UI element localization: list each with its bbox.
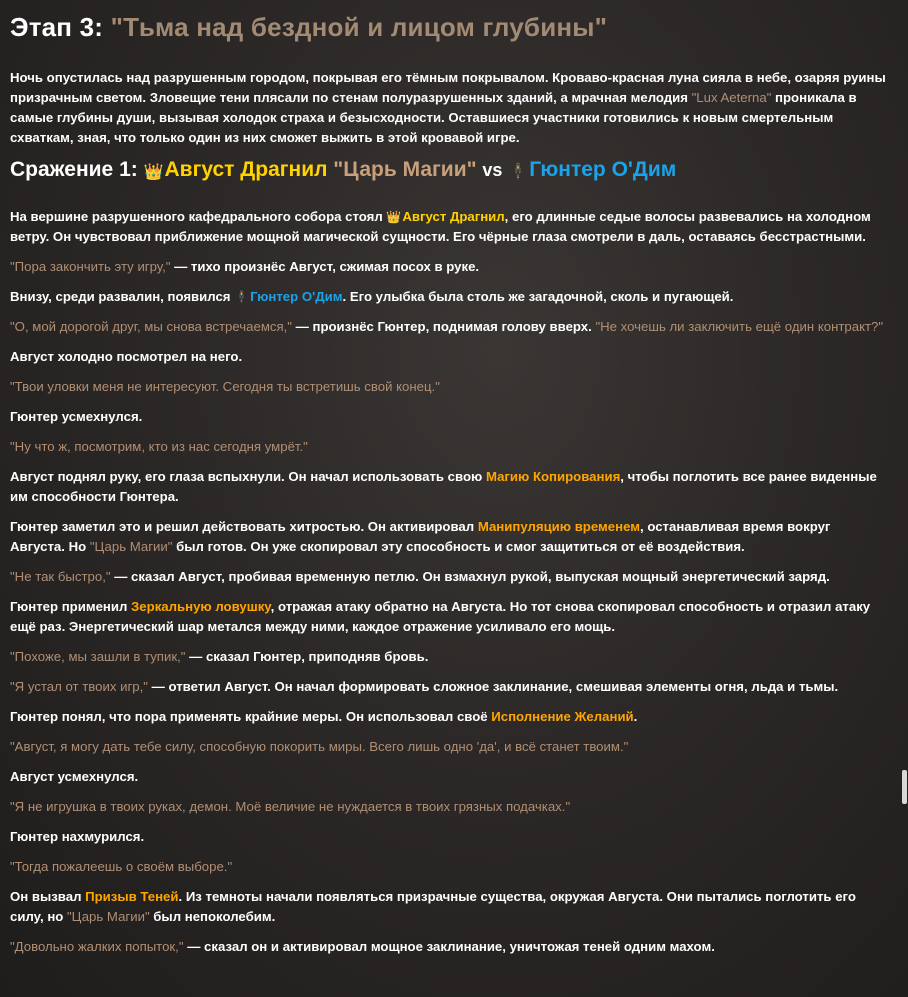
battle-heading bbox=[10, 154, 888, 189]
title-mention: "Царь Магии" bbox=[67, 909, 150, 924]
story-paragraph bbox=[10, 827, 888, 847]
vs-label: vs bbox=[482, 160, 503, 180]
dialogue-quote: "Похоже, мы зашли в тупик," bbox=[10, 649, 186, 664]
dialogue-quote: "О, мой дорогой друг, мы снова встречаемся," bbox=[10, 319, 292, 334]
text: Гюнтер применил bbox=[10, 599, 132, 614]
dialogue-quote: "Пора закончить эту игру," bbox=[10, 259, 171, 274]
story-paragraph bbox=[10, 737, 888, 757]
skill-name: Манипуляцию временем bbox=[477, 519, 640, 534]
text: , его длинные седые волосы развевались на холодном ветру. Он чувствовал приближение мощной магической сущности. Его чёрные глаза смотрели в даль, оставаясь бесстрастными. bbox=[10, 209, 871, 244]
skill-name: Магию Копирования bbox=[485, 469, 621, 484]
dialogue-quote: "Не хочешь ли заключить ещё один контракт?" bbox=[595, 319, 884, 334]
text: , останавливая время вокруг Августа. Но bbox=[10, 519, 831, 554]
story-paragraph bbox=[10, 567, 888, 587]
story-content bbox=[10, 8, 888, 967]
story-paragraph bbox=[10, 677, 888, 697]
story-paragraph bbox=[10, 407, 888, 427]
text: — произнёс Гюнтер, поднимая голову вверх. bbox=[291, 319, 596, 334]
story-paragraph bbox=[10, 937, 888, 957]
text: На вершине разрушенного кафедрального собора стоял bbox=[10, 209, 387, 224]
text: — тихо произнёс Август, сжимая посох в руке. bbox=[170, 259, 480, 274]
story-paragraph bbox=[10, 707, 888, 727]
title-mention: "Царь Магии" bbox=[89, 539, 173, 554]
text: — сказал он и активировал мощное заклинание, уничтожая теней одним махом. bbox=[183, 939, 715, 954]
text: Гюнтер заметил это и решил действовать хитростью. Он активировал bbox=[10, 519, 478, 534]
text: , чтобы поглотить все ранее виденные им способности Гюнтера. bbox=[10, 469, 877, 504]
text: Август поднял руку, его глаза вспыхнули. Он начал использовать свою bbox=[10, 469, 486, 484]
dialogue-quote: "Тогда пожалеешь о своём выборе." bbox=[10, 859, 233, 874]
skill-name: Исполнение Желаний bbox=[491, 709, 634, 724]
dialogue-quote: "Не так быстро," bbox=[10, 569, 111, 584]
story-paragraph bbox=[10, 257, 888, 277]
skill-name: Призыв Теней bbox=[85, 889, 179, 904]
text: Гюнтер нахмурился. bbox=[10, 829, 145, 844]
fighter1-title: "Царь Магии" bbox=[333, 158, 477, 181]
text: Он вызвал bbox=[10, 889, 86, 904]
story-paragraph bbox=[10, 857, 888, 877]
stage-prefix: Этап 3: bbox=[10, 12, 104, 42]
stage-title: "Тьма над бездной и лицом глубины" bbox=[110, 12, 608, 42]
crown-icon: 👑 bbox=[143, 164, 164, 181]
text: Август усмехнулся. bbox=[10, 769, 139, 784]
dialogue-quote: "Я не игрушка в твоих руках, демон. Моё величие не нуждается в твоих грязных подачках." bbox=[10, 799, 571, 814]
skill-name: Зеркальную ловушку bbox=[131, 599, 271, 614]
dialogue-quote: "Довольно жалких попыток," bbox=[10, 939, 184, 954]
story-paragraph bbox=[10, 597, 888, 637]
crown-icon: 👑 bbox=[386, 210, 402, 224]
dialogue-quote: "Август, я могу дать тебе силу, способную покорить миры. Всего лишь одно 'да', и всё станет твоим." bbox=[10, 739, 629, 754]
text: . Из темноты начали появляться призрачные существа, окружая Августа. Они пытались поглотить его силу, но bbox=[10, 889, 856, 924]
dialogue-quote: "Я устал от твоих игр," bbox=[10, 679, 148, 694]
fighter2-name: Гюнтер О'Дим bbox=[529, 158, 677, 181]
story-paragraph bbox=[10, 767, 888, 787]
battle-prefix: Сражение 1: bbox=[10, 158, 138, 181]
story-paragraph bbox=[10, 437, 888, 457]
intro-text-end: проникала в самые глубины души, вызывая холодок страха и безысходности. Оставшиеся участники готовились к новым смертельным схваткам, зная, что только один из них сможет выжить в этой кровавой игре. bbox=[10, 90, 857, 145]
stage-heading bbox=[10, 8, 888, 46]
story-paragraph bbox=[10, 317, 888, 337]
story-paragraph bbox=[10, 647, 888, 667]
story-paragraph bbox=[10, 207, 888, 247]
music-title: "Lux Aeterna" bbox=[691, 90, 772, 105]
intro-text: Ночь опустилась над разрушенным городом, покрывая его тёмным покрывалом. Кроваво-красная луна сияла в небе, озаряя руины призрачным светом. Зловещие тени плясали по стенам полуразрушенных зданий, а мрачная мелодия bbox=[10, 70, 886, 105]
fighter1-mention: Август Драгнил bbox=[402, 209, 505, 224]
intro-paragraph bbox=[10, 68, 888, 148]
text: — ответил Август. Он начал формировать сложное заклинание, смешивая элементы огня, льда и тьмы. bbox=[147, 679, 839, 694]
text: Внизу, среди развалин, появился bbox=[10, 289, 235, 304]
story-paragraph bbox=[10, 467, 888, 507]
story-paragraph bbox=[10, 377, 888, 397]
text: . Его улыбка была столь же загадочной, сколь и пугающей. bbox=[342, 289, 734, 304]
fighter2-mention: Гюнтер О'Дим bbox=[250, 289, 343, 304]
text: был готов. Он уже скопировал эту способность и смог защититься от её воздействия. bbox=[172, 539, 745, 554]
text: — сказал Август, пробивая временную петлю. Он взмахнул рукой, выпуская мощный энергетический заряд. bbox=[110, 569, 830, 584]
man-in-suit-icon: 🕴 bbox=[234, 290, 250, 304]
text: — сказал Гюнтер, приподняв бровь. bbox=[185, 649, 429, 664]
story-paragraph bbox=[10, 517, 888, 557]
text: . bbox=[633, 709, 638, 724]
text: Август холодно посмотрел на него. bbox=[10, 349, 243, 364]
vertical-scrollbar[interactable] bbox=[900, 0, 908, 997]
story-paragraph bbox=[10, 887, 888, 927]
story-paragraph bbox=[10, 287, 888, 307]
fighter1-name: Август Драгнил bbox=[164, 158, 328, 181]
text: Гюнтер понял, что пора применять крайние меры. Он использовал своё bbox=[10, 709, 492, 724]
story-paragraph bbox=[10, 347, 888, 367]
story-paragraph bbox=[10, 797, 888, 817]
scrollbar-thumb[interactable] bbox=[902, 770, 907, 804]
text: Гюнтер усмехнулся. bbox=[10, 409, 143, 424]
text: , отражая атаку обратно на Августа. Но тот снова скопировал способность и отразил атаку ещё раз. Энергетический шар метался между ними, каждое отражение усиливало его мощь. bbox=[10, 599, 871, 634]
text: был непоколебим. bbox=[149, 909, 276, 924]
man-in-suit-icon: 🕴 bbox=[508, 164, 529, 181]
dialogue-quote: "Ну что ж, посмотрим, кто из нас сегодня умрёт." bbox=[10, 439, 308, 454]
dialogue-quote: "Твои уловки меня не интересуют. Сегодня ты встретишь свой конец." bbox=[10, 379, 440, 394]
